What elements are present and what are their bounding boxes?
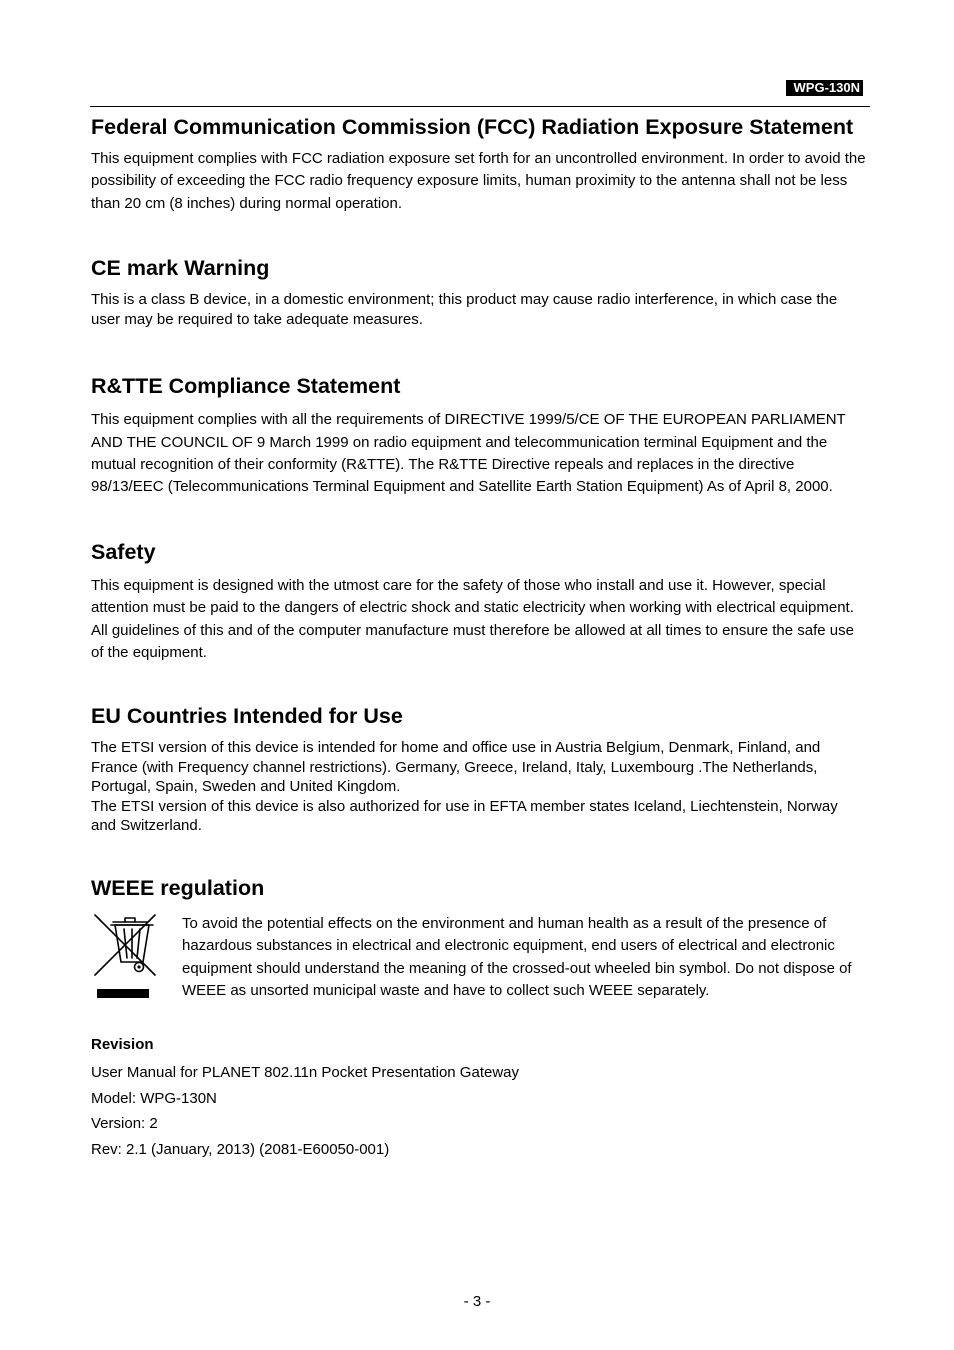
ce-section — [91, 255, 866, 329]
weee-section — [91, 875, 866, 1009]
rtte-section — [91, 373, 866, 499]
weee-row — [91, 913, 866, 1009]
revision-heading: Revision — [91, 1035, 154, 1053]
page-number: - 3 - — [463, 1293, 491, 1310]
eu-heading: EU Countries Intended for Use — [91, 704, 403, 729]
safety-body: This equipment is designed with the utmost care for the safety of those who install and use it. However, special attention must be paid to the dangers of electric shock and static electricity when working with electrical equipment. All guidelines of this and of the computer manufacture must therefore be allowed at all times to ensure the safe use of the equipment. — [91, 576, 854, 662]
revision-section — [91, 1035, 866, 1163]
rtte-heading: R&TTE Compliance Statement — [91, 374, 401, 399]
eu-body-2: The ETSI version of this device is also authorized for use in EFTA member states Iceland, Liechtenstein, Norway and Switzerland. — [91, 797, 838, 835]
crossed-out-wheeled-bin-icon — [91, 912, 182, 1009]
eu-section — [91, 703, 866, 836]
safety-section — [91, 539, 866, 665]
header-rule — [90, 106, 870, 107]
ce-body: This is a class B device, in a domestic environment; this product may cause radio interference, in which case the user may be required to take adequate measures. — [91, 291, 838, 328]
rtte-body: This equipment complies with all the requirements of DIRECTIVE 1999/5/CE OF THE EUROPEAN PARLIAMENT AND THE COUNCIL OF 9 March 1999 on radio equipment and telecommunication terminal Equipment and the mutual recognition of their conformity (R&TTE). The R&TTE Directive repeals and replaces in the directive 98/13/EEC (Telecommunications Terminal Equipment and Satellite Earth Station Equipment) As of April 8, 2000. — [91, 411, 846, 496]
revision-line-version: Version: 2 — [91, 1115, 158, 1133]
fcc-section — [91, 114, 866, 215]
revision-line-model: Model: WPG-130N — [91, 1089, 217, 1107]
revision-line-rev: Rev: 2.1 (January, 2013) (2081-E60050-001) — [91, 1141, 390, 1159]
eu-body-1: The ETSI version of this device is intended for home and office use in Austria Belgium, Denmark, Finland, and France (with Frequency channel restrictions). Germany, Greece, Ireland, Italy, Luxembourg .The Netherlands, Portugal, Spain, Sweden and United Kingdom. — [91, 739, 821, 796]
revision-line-manual: User Manual for PLANET 802.11n Pocket Presentation Gateway — [91, 1063, 520, 1081]
ce-heading: CE mark Warning — [91, 256, 270, 281]
safety-heading: Safety — [91, 539, 156, 564]
fcc-body: This equipment complies with FCC radiation exposure set forth for an uncontrolled environment. In order to avoid the possibility of exceeding the FCC radio frequency exposure limits, human proximity to the antenna shall not be less than 20 cm (8 inches) during normal operation. — [91, 150, 866, 212]
weee-body: To avoid the potential effects on the environment and human health as a result of the presence of hazardous substances in electrical and electronic equipment, end users of electrical and electronic equipment should understand the meaning of the crossed-out wheeled bin symbol. Do not dispose of WEEE as unsorted municipal waste and have to collect such WEEE separately. — [182, 914, 852, 1000]
fcc-heading: Federal Communication Commission (FCC) Radiation Exposure Statement — [91, 115, 854, 139]
model-badge: WPG-130N — [786, 80, 863, 96]
weee-heading: WEEE regulation — [91, 875, 265, 900]
page-content — [91, 114, 866, 1163]
